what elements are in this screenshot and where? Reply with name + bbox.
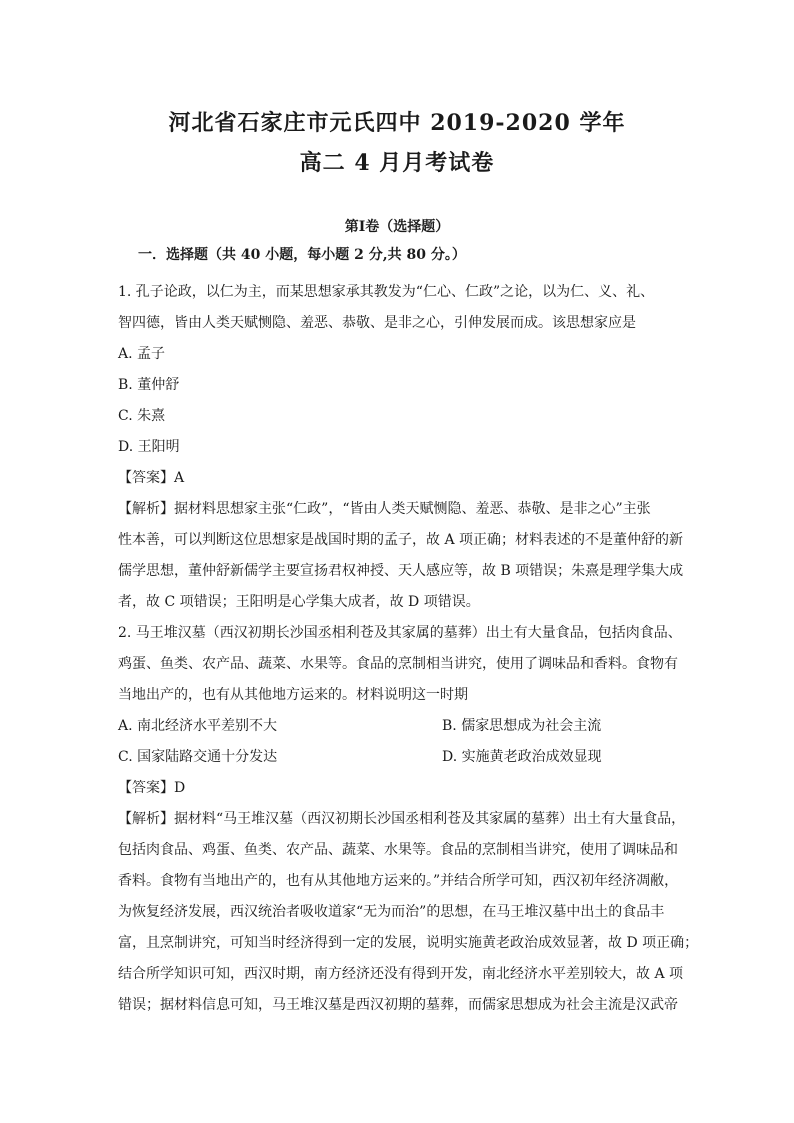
question-2-answer: 【答案】D <box>118 780 186 796</box>
question-2-analysis-line: 包括肉食品、鸡蛋、鱼类、农产品、蔬菜、水果等。食品的烹制相当讲究，使用了调味品和 <box>118 842 678 858</box>
question-1-stem-line: 1. 孔子论政，以仁为主，而某思想家承其教发为“仁心、仁政”之论，以为仁、义、礼、 <box>118 284 655 300</box>
question-2-analysis-line: 【解析】据材料“马王堆汉墓（西汉初期长沙国丞相利苍及其家属的墓葬）出土有大量食品， <box>118 811 686 827</box>
question-1-analysis-line: 【解析】据材料思想家主张“仁政”，“皆由人类天赋恻隐、羞恶、恭敬、是非之心”主张 <box>118 501 651 517</box>
question-1-analysis-line: 者，故 C 项错误；王阳明是心学集大成者，故 D 项错误。 <box>118 594 480 610</box>
question-1-option-b: B. 董仲舒 <box>118 377 180 393</box>
question-1-stem-line: 智四德，皆由人类天赋恻隐、羞恶、恭敬、是非之心，引伸发展而成。该思想家应是 <box>118 315 636 331</box>
question-2-option-b: B. 儒家思想成为社会主流 <box>442 718 602 734</box>
question-2-option-c: C. 国家陆路交通十分发达 <box>118 749 278 765</box>
question-2-stem-line: 2. 马王堆汉墓（西汉初期长沙国丞相利苍及其家属的墓葬）出土有大量食品，包括肉食品、 <box>118 625 682 641</box>
question-1-analysis-line: 性本善，可以判断这位思想家是战国时期的孟子，故 A 项正确；材料表述的不是董仲舒的新 <box>118 532 684 548</box>
section-heading: 一．选择题（共 40 小题，每小题 2 分,共 80 分。） <box>138 247 466 263</box>
question-1-answer: 【答案】A <box>118 470 185 486</box>
question-1-option-c: C. 朱熹 <box>118 408 166 424</box>
volume-label: 第Ⅰ卷（选择题） <box>344 219 450 235</box>
question-2-analysis-line: 香料。食物有当地出产的，也有从其他地方运来的。”并结合所学可知，西汉初年经济凋敝， <box>118 873 679 889</box>
question-1-analysis-line: 儒学思想，董仲舒新儒学主要宣扬君权神授、天人感应等，故 B 项错误；朱熹是理学集大成 <box>118 563 684 579</box>
question-2-analysis-line: 错误；据材料信息可知，马王堆汉墓是西汉初期的墓葬，而儒家思想成为社会主流是汉武帝 <box>118 997 678 1013</box>
exam-title-line2: 高二 4 月月考试卷 <box>299 150 495 176</box>
question-2-analysis-line: 结合所学知识可知，西汉时期，南方经济还没有得到开发，南北经济水平差别较大，故 A 项 <box>118 966 684 982</box>
question-2-option-d: D. 实施黄老政治成效显现 <box>442 749 602 765</box>
question-1-option-a: A. 孟子 <box>118 346 166 362</box>
question-1-option-d: D. 王阳明 <box>118 439 180 455</box>
question-2-analysis-line: 为恢复经济发展，西汉统治者吸收道家“无为而治”的思想，在马王堆汉墓中出土的食品丰 <box>118 904 665 920</box>
question-2-stem-line: 鸡蛋、鱼类、农产品、蔬菜、水果等。食品的烹制相当讲究，使用了调味品和香料。食物有 <box>118 656 678 672</box>
question-2-stem-line: 当地出产的，也有从其他地方运来的。材料说明这一时期 <box>118 687 468 703</box>
question-2-analysis-line: 富，且烹制讲究，可知当时经济得到一定的发展，说明实施黄老政治成效显著，故 D 项正确； <box>118 935 699 951</box>
exam-title-line1: 河北省石家庄市元氏四中 2019-2020 学年 <box>168 110 626 136</box>
question-2-option-a: A. 南北经济水平差别不大 <box>118 718 278 734</box>
